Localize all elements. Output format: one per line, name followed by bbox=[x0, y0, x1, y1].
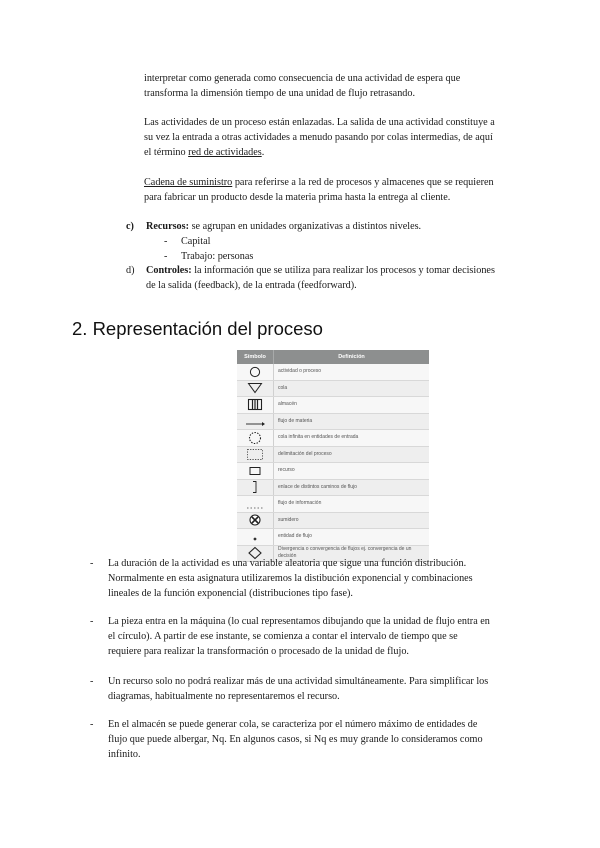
list-d-line-1 bbox=[146, 263, 495, 278]
symbol-definition: almacén bbox=[273, 397, 429, 413]
circle-icon bbox=[237, 364, 273, 380]
resources-text: se agrupan en unidades organizativas a distintos niveles. bbox=[189, 221, 422, 232]
resources-label: Recursos: bbox=[146, 221, 190, 232]
supply-line-1 bbox=[144, 175, 494, 190]
controls-text-1: la información que se utiliza para realizar los procesos y tomar decisiones bbox=[191, 265, 495, 276]
activities-line-2: su vez la entrada a otras actividades a menudo pasando por colas intermedias, de aquí bbox=[144, 132, 493, 143]
bullet-2-line-2: el círculo). A partir de ese instante, se comienza a contar el intervalo de tiempo que se bbox=[108, 631, 458, 642]
symbol-definition: flujo de información bbox=[273, 496, 429, 512]
bullet-2-line-1: La pieza entra en la máquina (lo cual representamos dibujando que la unidad de flujo entra en bbox=[108, 616, 490, 627]
dashed-rect-icon bbox=[237, 447, 273, 463]
table-row bbox=[237, 381, 429, 398]
symbol-definition: delimitación del proceso bbox=[273, 447, 429, 463]
intro-line-1: interpretar como generada como consecuencia de una actividad de espera que bbox=[144, 73, 461, 84]
symbol-definition: cola bbox=[273, 381, 429, 397]
sub-item-capital: Capital bbox=[181, 236, 211, 247]
header-symbol: Símbolo bbox=[244, 354, 266, 360]
store-icon bbox=[237, 397, 273, 413]
bullet-dash: - bbox=[90, 558, 94, 569]
table-row bbox=[237, 430, 429, 447]
list-d-marker: d) bbox=[126, 265, 135, 276]
supply-line-2: para fabricar un producto desde la materia prima hasta la entrega al cliente. bbox=[144, 192, 451, 203]
section-title: 2. Representación del proceso bbox=[72, 318, 323, 339]
bullet-3-line-2: diagramas, habitualmente no representaremos el recurso. bbox=[108, 691, 340, 702]
bullet-2-line-3: requiere para realizar la transformación o procesado de la unidad de flujo. bbox=[108, 646, 409, 657]
bullet-4-line-1: En el almacén se puede generar cola, se caracteriza por el número máximo de entidades de bbox=[108, 719, 478, 730]
supply-chain-term: Cadena de suministro bbox=[144, 177, 233, 188]
list-c-item bbox=[146, 219, 421, 234]
symbol-table-body bbox=[237, 364, 429, 562]
bullet-1-line-3: lineales de la función exponencial (distribuciones tipo fase). bbox=[108, 588, 353, 599]
activities-line-3 bbox=[144, 145, 264, 160]
table-row bbox=[237, 447, 429, 464]
bullet-dash: - bbox=[90, 616, 94, 627]
table-row bbox=[237, 496, 429, 513]
cross-circle-icon bbox=[237, 513, 273, 529]
table-row bbox=[237, 529, 429, 546]
symbol-definition: actividad o proceso bbox=[273, 364, 429, 380]
symbol-definition: sumidero bbox=[273, 513, 429, 529]
symbol-table bbox=[237, 350, 429, 562]
sub-item-dash: - bbox=[164, 236, 168, 247]
table-row bbox=[237, 463, 429, 480]
sub-item-labor: Trabajo: personas bbox=[181, 251, 254, 262]
list-c-marker: c) bbox=[126, 221, 134, 232]
symbol-definition: flujo de materia bbox=[273, 414, 429, 430]
activities-line-3-post: . bbox=[261, 147, 265, 158]
bullet-dash: - bbox=[90, 719, 94, 730]
bullet-1-line-2: Normalmente en esta asignatura utilizaremos la distibución exponencial y combinaciones bbox=[108, 573, 473, 584]
table-row bbox=[237, 397, 429, 414]
activities-line-1: Las actividades de un proceso están enlazadas. La salida de una actividad constituye a bbox=[144, 117, 495, 128]
header-definition: Definición bbox=[273, 350, 429, 364]
symbol-definition: cola infinita en entidades de entrada bbox=[273, 430, 429, 446]
sub-item-dash: - bbox=[164, 251, 168, 262]
bullet-4-line-3: infinito. bbox=[108, 749, 141, 760]
table-row bbox=[237, 414, 429, 431]
bullet-3-line-1: Un recurso solo no podrá realizar más de una actividad simultáneamente. Para simplificar los bbox=[108, 676, 489, 687]
symbol-table-header bbox=[237, 350, 429, 364]
triangle-icon bbox=[237, 381, 273, 397]
bullet-4-line-2: flujo que puede albergar, Nq. En algunos casos, si Nq es muy grande lo consideramos como bbox=[108, 734, 483, 745]
dashed-arrow-icon bbox=[237, 496, 273, 512]
controls-label: Controles: bbox=[146, 265, 192, 276]
symbol-definition: entidad de flujo bbox=[273, 529, 429, 545]
arrow-icon bbox=[237, 414, 273, 430]
table-row bbox=[237, 513, 429, 530]
symbol-definition: Divergencia o convergencia de flujos ej. convergencia de un decisión bbox=[273, 546, 429, 562]
rect-icon bbox=[237, 463, 273, 479]
dotted-circle-icon bbox=[237, 430, 273, 446]
dot-icon bbox=[237, 529, 273, 545]
list-d-line-2: de la salida (feedback), de la entrada (feedforward). bbox=[146, 280, 357, 291]
activity-network-term: red de actividades bbox=[188, 147, 262, 158]
activities-line-3-pre: el término bbox=[144, 147, 189, 158]
table-row bbox=[237, 364, 429, 381]
bracket-icon bbox=[237, 480, 273, 496]
table-row bbox=[237, 480, 429, 497]
supply-line-1-rest: para referirse a la red de procesos y almacenes que se requieren bbox=[232, 177, 494, 188]
bullet-1-line-1: La duración de la actividad es una variable aleatoria que sigue una función distribución. bbox=[108, 558, 467, 569]
bullet-dash: - bbox=[90, 676, 94, 687]
symbol-definition: recurso bbox=[273, 463, 429, 479]
symbol-definition: enlace de distintos caminos de flujo bbox=[273, 480, 429, 496]
intro-line-2: transforma la dimensión tiempo de una unidad de flujo retrasando. bbox=[144, 88, 416, 99]
